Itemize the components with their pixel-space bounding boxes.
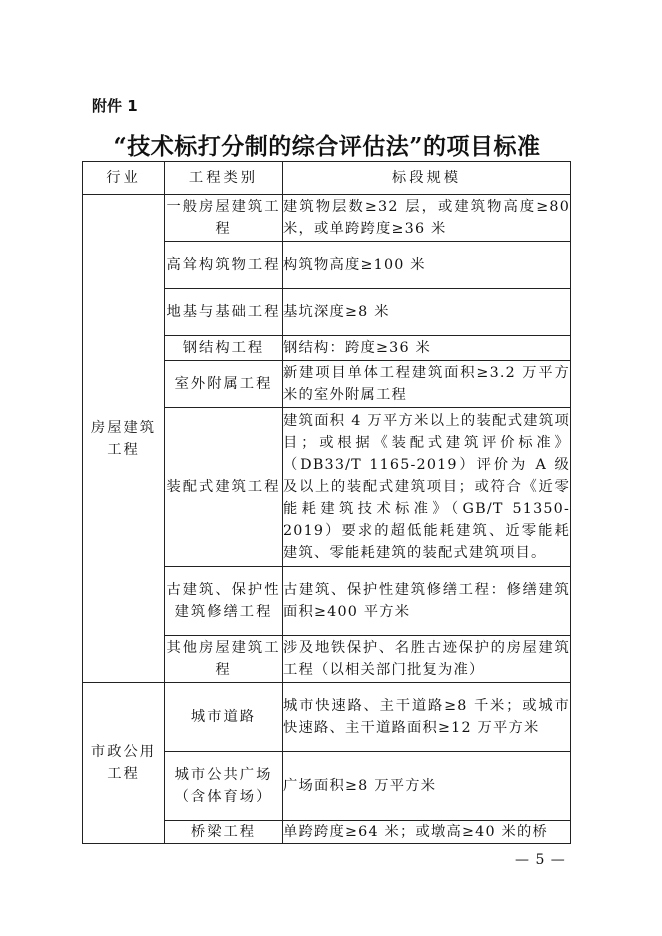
category-cell: 装配式建筑工程 (165, 408, 283, 567)
table-header-row (83, 162, 571, 195)
category-cell: 地基与基础工程 (165, 289, 283, 336)
attachment-label: 附件 1 (92, 97, 138, 115)
scale-cell: 古建筑、保护性建筑修缮工程：修缮建筑面积≥400 平方米 (283, 567, 571, 636)
scale-cell: 钢结构：跨度≥36 米 (283, 336, 571, 361)
scale-cell: 建筑物层数≥32 层，或建筑物高度≥80 米，或单跨跨度≥36 米 (283, 195, 571, 242)
category-cell: 钢结构工程 (165, 336, 283, 361)
header-scale: 标段规模 (283, 162, 571, 195)
category-cell: 室外附属工程 (165, 361, 283, 408)
document-title: “技术标打分制的综合评估法”的项目标准 (113, 133, 541, 160)
page-number: — 5 — (515, 852, 566, 868)
category-cell: 城市道路 (165, 683, 283, 752)
table-row (83, 683, 571, 752)
header-category: 工程类别 (165, 162, 283, 195)
scale-cell: 广场面积≥8 万平方米 (283, 752, 571, 821)
category-cell: 城市公共广场（含体育场） (165, 752, 283, 821)
scale-cell: 基坑深度≥8 米 (283, 289, 571, 336)
scale-cell: 构筑物高度≥100 米 (283, 242, 571, 289)
header-industry: 行业 (83, 162, 165, 195)
scale-cell: 涉及地铁保护、名胜古迹保护的房屋建筑工程（以相关部门批复为准） (283, 636, 571, 683)
scale-cell: 单跨跨度≥64 米；或墩高≥40 米的桥 (283, 821, 571, 844)
category-cell: 古建筑、保护性建筑修缮工程 (165, 567, 283, 636)
table-row (83, 195, 571, 242)
industry-cell: 房屋建筑工程 (83, 195, 165, 683)
scale-cell: 城市快速路、主干道路≥8 千米；或城市快速路、主干道路面积≥12 万平方米 (283, 683, 571, 752)
scale-cell: 建筑面积 4 万平方米以上的装配式建筑项目；或根据《装配式建筑评价标准》（DB33/T 1165-2019）评价为 A 级及以上的装配式建筑项目；或符合《近零能耗建筑技术标准》（GB/T 51350-2019）要求的超低能耗建筑、近零能耗建筑、零能耗建筑的装配式建筑项目。 (283, 408, 571, 567)
category-cell: 一般房屋建筑工程 (165, 195, 283, 242)
category-cell: 高耸构筑物工程 (165, 242, 283, 289)
category-cell: 其他房屋建筑工程 (165, 636, 283, 683)
category-cell: 桥梁工程 (165, 821, 283, 844)
project-standard-table (82, 161, 571, 844)
scale-cell: 新建项目单体工程建筑面积≥3.2 万平方米的室外附属工程 (283, 361, 571, 408)
industry-cell: 市政公用工程 (83, 683, 165, 844)
